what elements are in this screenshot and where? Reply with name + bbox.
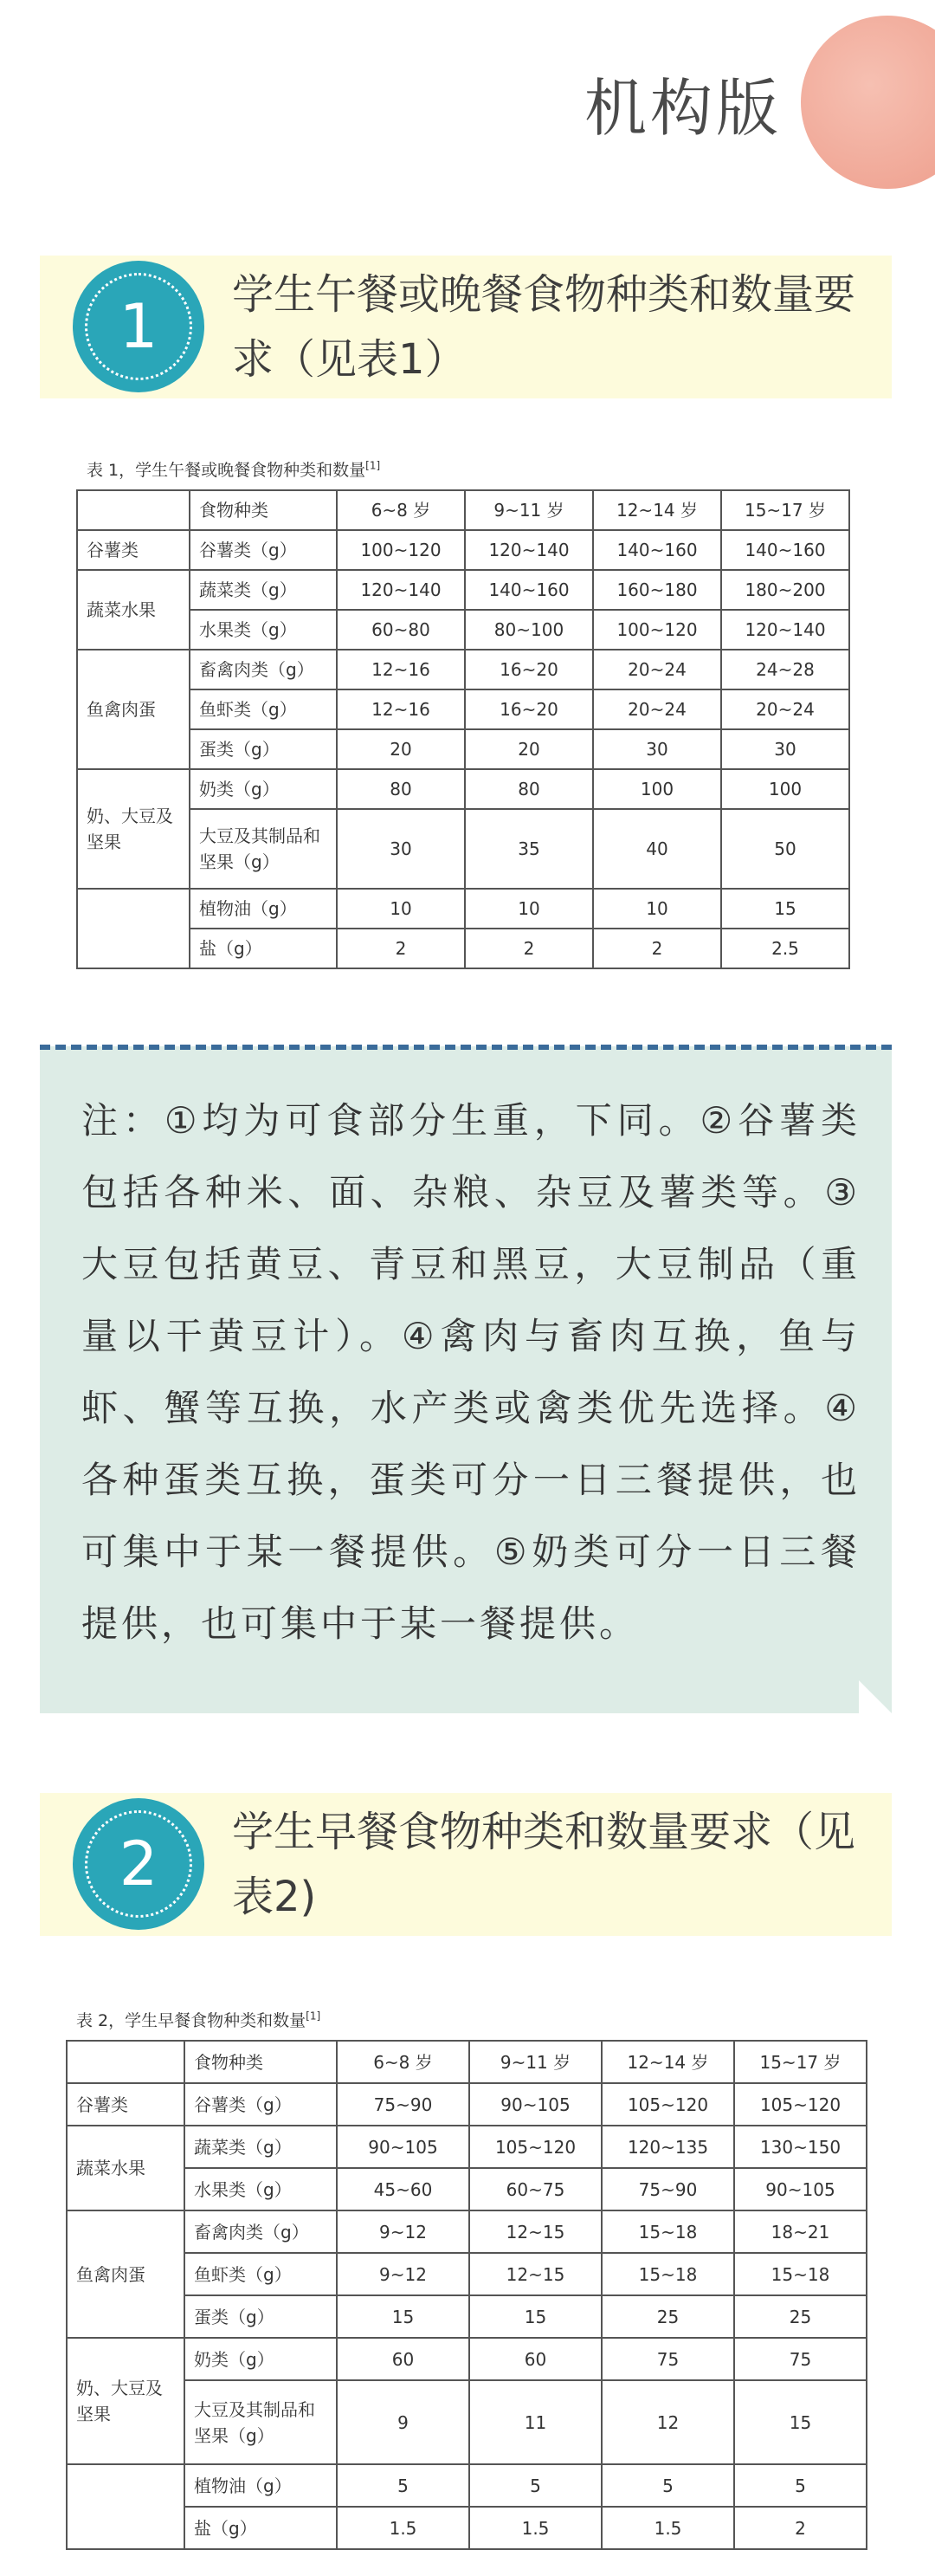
value-cell: 12~16 xyxy=(337,650,465,689)
value-cell: 130~150 xyxy=(734,2126,867,2168)
section-1-header xyxy=(40,256,892,398)
item-label: 盐（g） xyxy=(184,2507,337,2549)
header-cell: 9~11 岁 xyxy=(465,490,593,530)
value-cell: 60~80 xyxy=(337,610,465,650)
header-cell: 食物种类 xyxy=(184,2041,337,2083)
value-cell: 15 xyxy=(469,2295,602,2338)
table-header-row xyxy=(77,490,849,530)
table-row xyxy=(77,809,849,889)
value-cell: 9~12 xyxy=(337,2210,469,2253)
section-number-badge xyxy=(73,261,204,392)
value-cell: 80~100 xyxy=(465,610,593,650)
value-cell: 120~140 xyxy=(337,570,465,610)
item-label: 蛋类（g） xyxy=(190,729,337,769)
value-cell: 2.5 xyxy=(721,929,849,968)
item-label: 植物油（g） xyxy=(184,2464,337,2507)
table-1 xyxy=(76,489,850,969)
table-row xyxy=(77,729,849,769)
value-cell: 1.5 xyxy=(337,2507,469,2549)
value-cell: 100~120 xyxy=(337,530,465,570)
section-number: 1 xyxy=(119,291,158,362)
item-label: 蔬菜类（g） xyxy=(190,570,337,610)
section-2-title: 学生早餐食物种类和数量要求（见表2) xyxy=(232,1808,856,1921)
value-cell: 5 xyxy=(734,2464,867,2507)
table-row xyxy=(67,2295,867,2338)
table-row xyxy=(67,2083,867,2126)
value-cell: 120~135 xyxy=(602,2126,734,2168)
group-label: 奶、大豆及坚果 xyxy=(77,769,190,889)
value-cell: 100 xyxy=(721,769,849,809)
table-row xyxy=(77,530,849,570)
value-cell: 15 xyxy=(734,2380,867,2464)
value-cell: 30 xyxy=(721,729,849,769)
section-1-title: 学生午餐或晚餐食物种类和数量要求（见表1） xyxy=(232,270,856,384)
value-cell: 75~90 xyxy=(337,2083,469,2126)
table-row xyxy=(77,689,849,729)
value-cell: 30 xyxy=(593,729,721,769)
value-cell: 25 xyxy=(734,2295,867,2338)
value-cell: 120~140 xyxy=(465,530,593,570)
item-label: 奶类（g） xyxy=(184,2338,337,2380)
value-cell: 140~160 xyxy=(465,570,593,610)
value-cell: 9 xyxy=(337,2380,469,2464)
item-label: 大豆及其制品和坚果（g） xyxy=(184,2380,337,2464)
value-cell: 20~24 xyxy=(721,689,849,729)
group-label: 鱼禽肉蛋 xyxy=(67,2210,184,2338)
group-label: 谷薯类 xyxy=(77,530,190,570)
value-cell: 20 xyxy=(337,729,465,769)
value-cell: 75~90 xyxy=(602,2168,734,2210)
header-cell: 6~8 岁 xyxy=(337,2041,469,2083)
value-cell: 10 xyxy=(465,889,593,929)
value-cell: 20~24 xyxy=(593,650,721,689)
header-cell: 15~17 岁 xyxy=(721,490,849,530)
value-cell: 20~24 xyxy=(593,689,721,729)
value-cell: 50 xyxy=(721,809,849,889)
value-cell: 25 xyxy=(602,2295,734,2338)
section-number: 2 xyxy=(119,1828,158,1900)
item-label: 谷薯类（g） xyxy=(184,2083,337,2126)
value-cell: 12 xyxy=(602,2380,734,2464)
value-cell: 35 xyxy=(465,809,593,889)
item-label: 水果类（g） xyxy=(190,610,337,650)
value-cell: 105~120 xyxy=(602,2083,734,2126)
table-row xyxy=(77,650,849,689)
page-title: 机构版 xyxy=(584,72,783,145)
value-cell: 90~105 xyxy=(469,2083,602,2126)
group-label: 奶、大豆及坚果 xyxy=(67,2338,184,2464)
value-cell: 45~60 xyxy=(337,2168,469,2210)
value-cell: 12~15 xyxy=(469,2210,602,2253)
group-label: 蔬菜水果 xyxy=(77,570,190,650)
value-cell: 18~21 xyxy=(734,2210,867,2253)
table-2-caption: 表 2，学生早餐食物种类和数量[1] xyxy=(76,2010,321,2030)
value-cell: 16~20 xyxy=(465,650,593,689)
item-label: 鱼虾类（g） xyxy=(190,689,337,729)
item-label: 蛋类（g） xyxy=(184,2295,337,2338)
decorative-circle xyxy=(801,16,935,189)
value-cell: 2 xyxy=(465,929,593,968)
table-header-row xyxy=(67,2041,867,2083)
table-row xyxy=(67,2253,867,2295)
value-cell: 75 xyxy=(602,2338,734,2380)
value-cell: 15~18 xyxy=(602,2210,734,2253)
header-cell: 食物种类 xyxy=(190,490,337,530)
item-label: 蔬菜类（g） xyxy=(184,2126,337,2168)
item-label: 大豆及其制品和坚果（g） xyxy=(190,809,337,889)
value-cell: 60 xyxy=(469,2338,602,2380)
table-row xyxy=(67,2507,867,2549)
value-cell: 15~18 xyxy=(602,2253,734,2295)
table-row xyxy=(67,2210,867,2253)
value-cell: 10 xyxy=(593,889,721,929)
header-cell: 6~8 岁 xyxy=(337,490,465,530)
section-2-header xyxy=(40,1793,892,1936)
item-label: 谷薯类（g） xyxy=(190,530,337,570)
value-cell: 40 xyxy=(593,809,721,889)
header-cell: 12~14 岁 xyxy=(602,2041,734,2083)
table-row xyxy=(77,610,849,650)
note-folded-corner xyxy=(859,1680,892,1713)
value-cell: 15 xyxy=(337,2295,469,2338)
value-cell: 11 xyxy=(469,2380,602,2464)
value-cell: 16~20 xyxy=(465,689,593,729)
table-row xyxy=(67,2380,867,2464)
group-label: 蔬菜水果 xyxy=(67,2126,184,2210)
table-1-caption: 表 1，学生午餐或晚餐食物种类和数量[1] xyxy=(87,459,381,480)
group-label: 谷薯类 xyxy=(67,2083,184,2126)
value-cell: 15~18 xyxy=(734,2253,867,2295)
header-cell: 12~14 岁 xyxy=(593,490,721,530)
value-cell: 12~16 xyxy=(337,689,465,729)
value-cell: 100~120 xyxy=(593,610,721,650)
table-row xyxy=(77,769,849,809)
value-cell: 140~160 xyxy=(721,530,849,570)
value-cell: 10 xyxy=(337,889,465,929)
note-dashed-border xyxy=(40,1045,892,1050)
value-cell: 2 xyxy=(593,929,721,968)
group-label: 鱼禽肉蛋 xyxy=(77,650,190,769)
value-cell: 5 xyxy=(602,2464,734,2507)
value-cell: 90~105 xyxy=(734,2168,867,2210)
value-cell: 60 xyxy=(337,2338,469,2380)
value-cell: 105~120 xyxy=(469,2126,602,2168)
item-label: 畜禽肉类（g） xyxy=(190,650,337,689)
section-number-badge xyxy=(73,1798,204,1930)
value-cell: 120~140 xyxy=(721,610,849,650)
value-cell: 80 xyxy=(337,769,465,809)
value-cell: 75 xyxy=(734,2338,867,2380)
value-cell: 80 xyxy=(465,769,593,809)
table-row xyxy=(67,2338,867,2380)
value-cell: 20 xyxy=(465,729,593,769)
value-cell: 90~105 xyxy=(337,2126,469,2168)
value-cell: 9~12 xyxy=(337,2253,469,2295)
item-label: 盐（g） xyxy=(190,929,337,968)
value-cell: 30 xyxy=(337,809,465,889)
value-cell: 5 xyxy=(337,2464,469,2507)
table-row xyxy=(67,2168,867,2210)
item-label: 奶类（g） xyxy=(190,769,337,809)
item-label: 鱼虾类（g） xyxy=(184,2253,337,2295)
table-row xyxy=(77,570,849,610)
value-cell: 180~200 xyxy=(721,570,849,610)
item-label: 植物油（g） xyxy=(190,889,337,929)
header-cell: 15~17 岁 xyxy=(734,2041,867,2083)
table-row xyxy=(77,889,849,929)
value-cell: 5 xyxy=(469,2464,602,2507)
value-cell: 2 xyxy=(734,2507,867,2549)
value-cell: 24~28 xyxy=(721,650,849,689)
table-row xyxy=(67,2126,867,2168)
value-cell: 105~120 xyxy=(734,2083,867,2126)
value-cell: 140~160 xyxy=(593,530,721,570)
table-2 xyxy=(66,2040,867,2550)
table-row xyxy=(67,2464,867,2507)
table-row xyxy=(77,929,849,968)
header-cell: 9~11 岁 xyxy=(469,2041,602,2083)
value-cell: 60~75 xyxy=(469,2168,602,2210)
value-cell: 160~180 xyxy=(593,570,721,610)
value-cell: 100 xyxy=(593,769,721,809)
value-cell: 12~15 xyxy=(469,2253,602,2295)
value-cell: 1.5 xyxy=(469,2507,602,2549)
item-label: 水果类（g） xyxy=(184,2168,337,2210)
value-cell: 2 xyxy=(337,929,465,968)
value-cell: 15 xyxy=(721,889,849,929)
item-label: 畜禽肉类（g） xyxy=(184,2210,337,2253)
note-text: 注：①均为可食部分生重，下同。②谷薯类包括各种米、面、杂粮、杂豆及薯类等。③大豆包括黄豆、青豆和黑豆，大豆制品（重量以干黄豆计）。④禽肉与畜肉互换，鱼与虾、蟹等互换，水产类或禽类优先选择。④各种蛋类互换，蛋类可分一日三餐提供，也可集中于某一餐提供。⑤奶类可分一日三餐提供，也可集中于某一餐提供。 xyxy=(81,1099,861,1645)
value-cell: 1.5 xyxy=(602,2507,734,2549)
